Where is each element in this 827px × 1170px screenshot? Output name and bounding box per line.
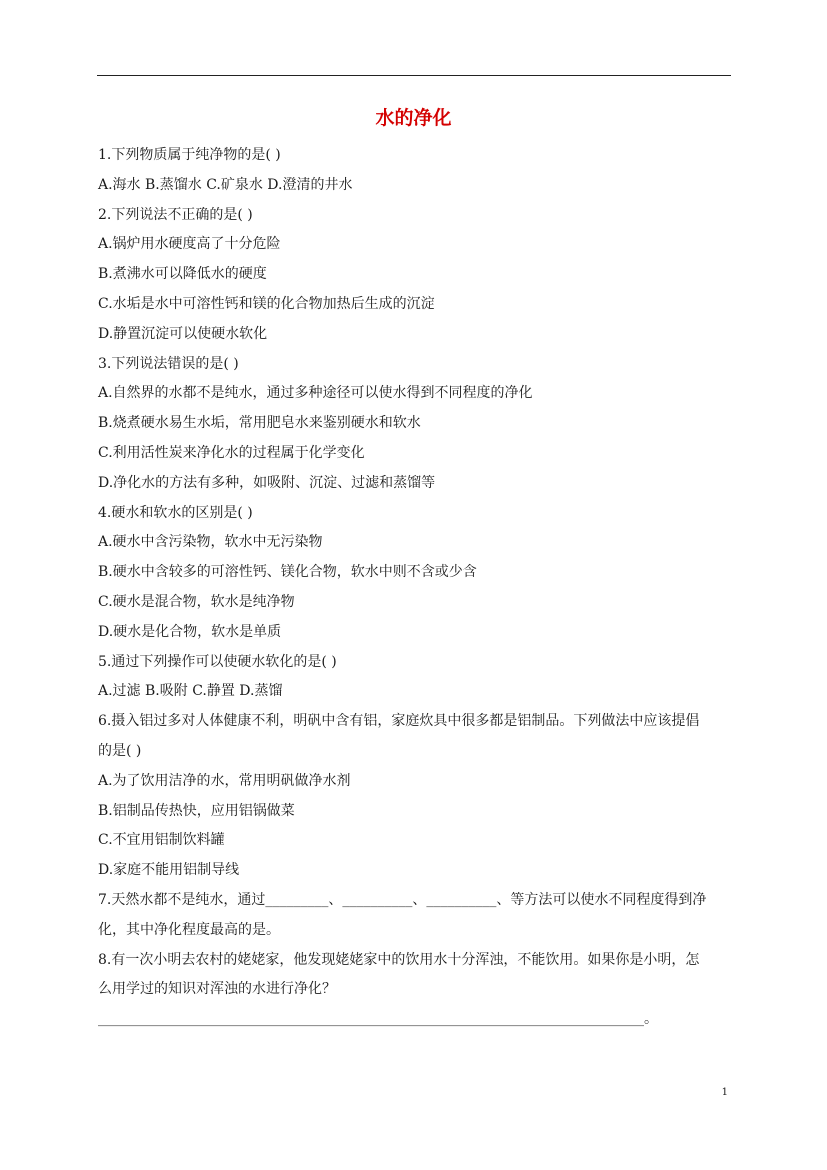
question-6-option-b: B.铝制品传热快，应用铝锅做菜 xyxy=(98,802,295,819)
answer-blank: ______________________________________________________________________________。 xyxy=(98,1011,658,1028)
question-2-option-b: B.煮沸水可以降低水的硬度 xyxy=(98,266,267,283)
question-8-cont: 么用学过的知识对浑浊的水进行净化？ xyxy=(98,981,336,998)
document-body xyxy=(98,141,738,1035)
question-4-option-c: C.硬水是混合物，软水是纯净物 xyxy=(98,593,295,610)
question-3-option-c: C.利用活性炭来净化水的过程属于化学变化 xyxy=(98,444,365,461)
question-7: 7.天然水都不是纯水，通过_________、__________、__________、等方法可以使水不同程度得到净 xyxy=(98,891,707,908)
question-5-options: A.过滤 B.吸附 C.静置 D.蒸馏 xyxy=(98,683,283,700)
page-title: 水的净化 xyxy=(375,107,452,129)
question-7-cont: 化，其中净化程度最高的是。 xyxy=(98,921,280,938)
question-6-option-a: A.为了饮用洁净的水，常用明矾做净水剂 xyxy=(98,772,351,789)
question-2-option-d: D.静置沉淀可以使硬水软化 xyxy=(98,325,268,342)
question-2-option-a: A.锅炉用水硬度高了十分危险 xyxy=(98,236,281,253)
question-3-option-a: A.自然界的水都不是纯水，通过多种途径可以使水得到不同程度的净化 xyxy=(98,385,533,402)
question-4-option-d: D.硬水是化合物，软水是单质 xyxy=(98,623,282,640)
header-rule xyxy=(97,75,731,76)
question-6-option-d: D.家庭不能用铝制导线 xyxy=(98,862,240,879)
question-4: 4.硬水和软水的区别是( ) xyxy=(98,504,253,521)
page-number: 1 xyxy=(721,1087,728,1098)
question-3-option-d: D.净化水的方法有多种，如吸附、沉淀、过滤和蒸馏等 xyxy=(98,474,436,491)
question-8: 8.有一次小明去农村的姥姥家，他发现姥姥家中的饮用水十分浑浊，不能饮用。如果你是小明，怎 xyxy=(98,951,700,968)
question-3: 3.下列说法错误的是( ) xyxy=(98,355,239,372)
question-5: 5.通过下列操作可以使硬水软化的是( ) xyxy=(98,653,337,670)
question-6-option-c: C.不宜用铝制饮料罐 xyxy=(98,832,225,849)
question-1-options: A.海水 B.蒸馏水 C.矿泉水 D.澄清的井水 xyxy=(98,176,353,193)
question-3-option-b: B.烧煮硬水易生水垢，常用肥皂水来鉴别硬水和软水 xyxy=(98,415,421,432)
question-6: 6.摄入铝过多对人体健康不利，明矾中含有铝，家庭炊具中很多都是铝制品。下列做法中应该提倡 xyxy=(98,713,700,730)
question-2: 2.下列说法不正确的是( ) xyxy=(98,206,253,223)
question-1: 1.下列物质属于纯净物的是( ) xyxy=(98,147,281,163)
question-6-cont: 的是( ) xyxy=(98,742,142,759)
question-2-option-c: C.水垢是水中可溶性钙和镁的化合物加热后生成的沉淀 xyxy=(98,295,435,312)
question-4-option-b: B.硬水中含较多的可溶性钙、镁化合物，软水中则不含或少含 xyxy=(98,564,477,581)
question-4-option-a: A.硬水中含污染物，软水中无污染物 xyxy=(98,534,323,551)
